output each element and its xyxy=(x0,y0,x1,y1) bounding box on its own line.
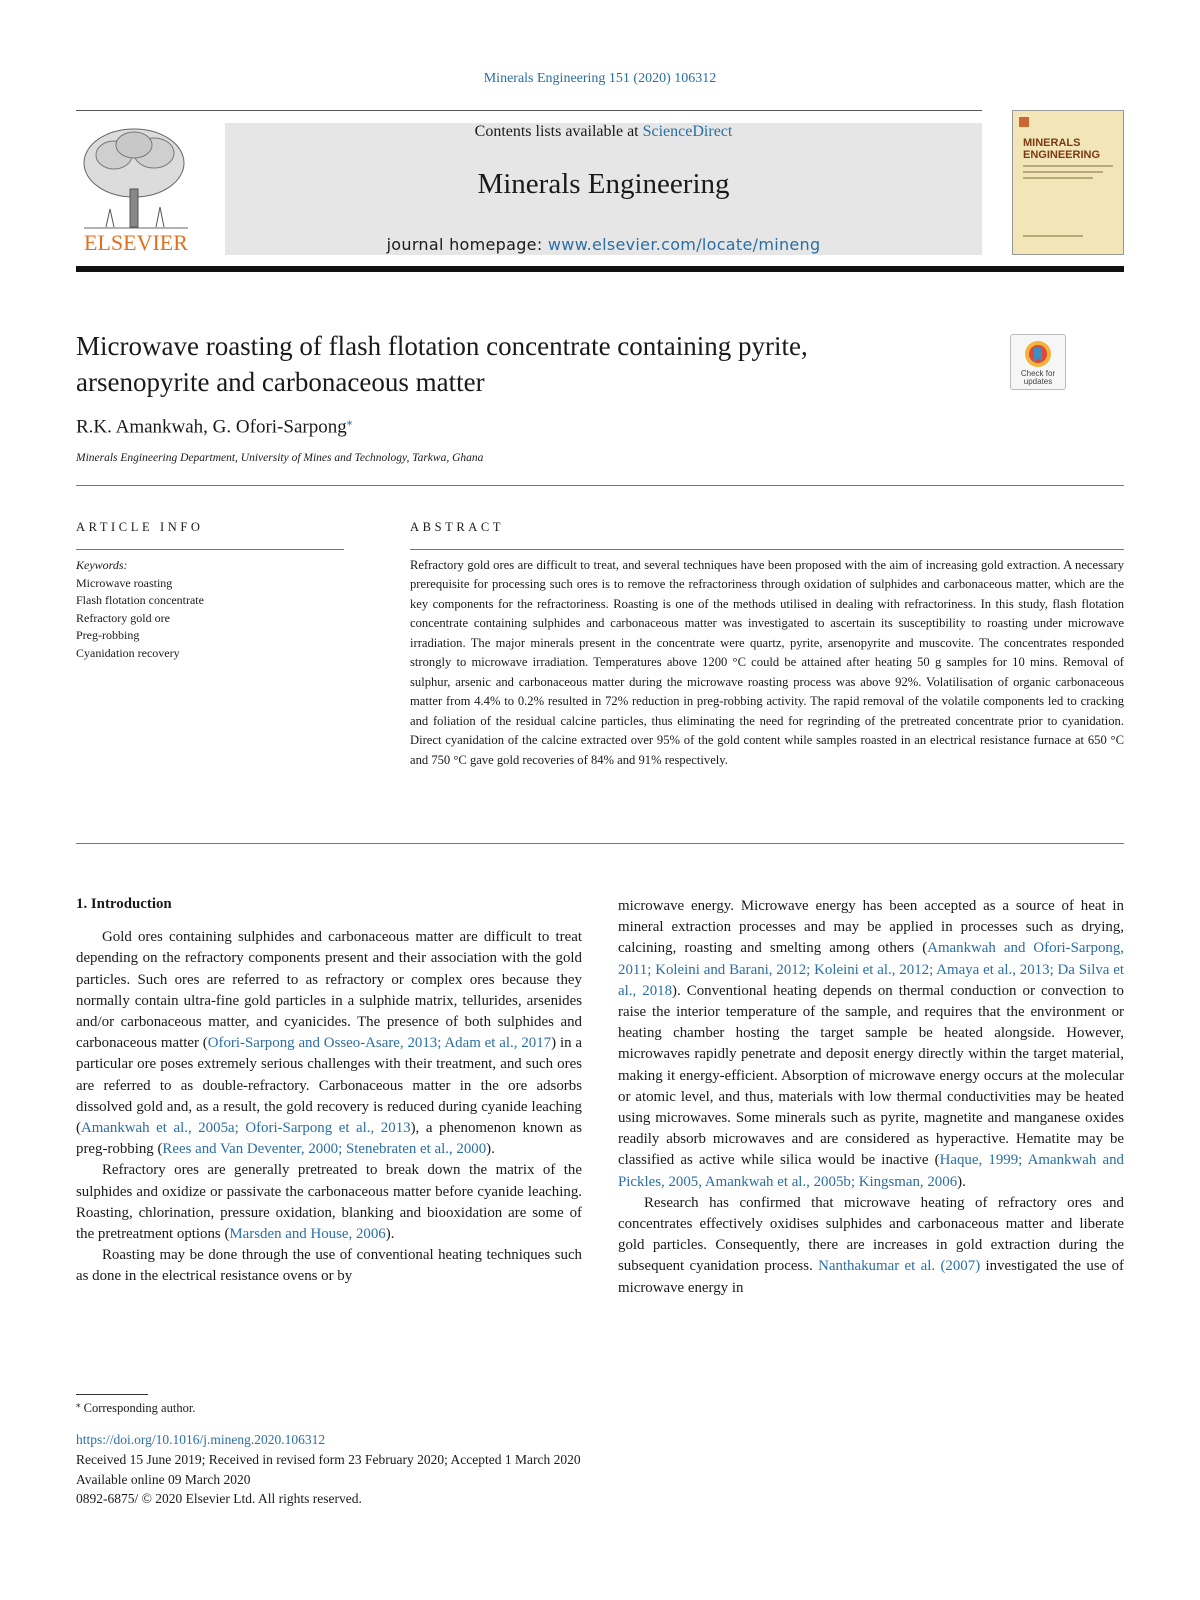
corresponding-author-mark[interactable]: ⁎ xyxy=(346,416,353,428)
contents-line xyxy=(225,123,982,141)
body-column-right xyxy=(618,896,1124,1299)
received-dates: Received 15 June 2019; Received in revised form 23 February 2020; Accepted 1 March 2020 xyxy=(76,1451,581,1467)
intro-paragraph-4 xyxy=(618,1193,1124,1299)
cover-text-line xyxy=(1023,165,1113,167)
journal-name: Minerals Engineering xyxy=(477,168,730,200)
badge-label xyxy=(1011,370,1065,386)
cover-title-line2: ENGINEERING xyxy=(1023,149,1101,161)
cover-text-line xyxy=(1023,235,1083,237)
citation-link[interactable]: Rees and Van Deventer, 2000; Stenebraten et al., 2000 xyxy=(162,1141,487,1158)
citation-link[interactable]: Ofori-Sarpong and Osseo-Asare, 2013; Adam et al., 2017 xyxy=(207,1035,552,1052)
abstract-body: Refractory gold ores are difficult to treat, and several techniques have been proposed with the aim of increasing gold extraction. A necessary prerequisite for processing such ores is to remove the refractoriness through oxidation of sulphides and carbonaceous matter, which are the key components for the refractoriness. Roasting is one of the methods utilised in dealing with refractoriness. In this study, flash flotation concentrate containing sulphides and carbonaceous matter was investigated to ascertain its susceptibility to roasting under microwave irradiation. The major minerals present in the concentrate were quartz, pyrite, arsenopyrite and muscovite. The concentrates responded strongly to microwave irradiation. Temperatures above 1200 °C could be attained after heating 50 g samples for 10 mins. Removal of sulphur, arsenic and carbonaceous matter during the microwave roasting process was above 92%. Volatilisation of organic carbonaceous matter from 4.4% to 0.2% resulted in 72% reduction in preg-robbing activity. The rapid removal of the volatile components led to cracking and foliation of the residual calcine particles, thus eliminating the need for regrinding of the pretreated concentrate prior to cyanidation. Direct cyanidation of the calcine extracted over 95% of the gold content while samples roasted in an electrical resistance furnace at 650 °C and 750 °C gave gold recoveries of 84% and 91% respectively. xyxy=(410,558,1124,767)
available-online: Available online 09 March 2020 xyxy=(76,1471,251,1487)
cover-title xyxy=(1023,137,1100,161)
keyword-item: Cyanidation recovery xyxy=(76,645,180,660)
abstract-rule xyxy=(410,549,1124,550)
article-title xyxy=(76,328,976,400)
corresponding-author-footnote xyxy=(76,1399,195,1416)
keyword-item: Preg-robbing xyxy=(76,628,140,642)
keyword-item: Flash flotation concentrate xyxy=(76,593,204,607)
body-column-left xyxy=(76,896,582,1288)
article-title-line2: arsenopyrite and carbonaceous matter xyxy=(76,367,485,397)
elsevier-tree-icon xyxy=(76,123,196,255)
journal-homepage xyxy=(225,235,982,254)
citation-link[interactable]: Marsden and House, 2006 xyxy=(229,1226,386,1243)
author-list xyxy=(76,415,352,438)
paragraph-text: Gold ores containing sulphides and carbonaceous matter are difficult to treat depending on the refractory components present and their association with the gold particles. Such ores are referred to as refractory or complex ores because they normally contain ultra-fine gold particles in a sulphide matrix, tellurides, arsenides and/or carbonaceous matter, and cyanicides. The presence of both sulphides and carbonaceous matter ( xyxy=(76,929,582,1052)
paragraph-text: ), a phenomenon known as preg-robbing ( xyxy=(76,1120,582,1158)
journal-cover-thumbnail[interactable] xyxy=(1012,110,1124,255)
homepage-link[interactable]: www.elsevier.com/locate/mineng xyxy=(547,235,821,254)
paragraph-text: ). xyxy=(385,1226,395,1243)
paragraph-text: ). Conventional heating depends on thermal conduction or convection to raise the interior temperature of the sample, and requires that the environment or heating chamber hosting the target sample be heated alongside. However, microwaves rapidly penetrate and deposit energy directly within the target material, making it energy-efficient. Absorption of microwave energy occurs at the molecular or atomic level, and thus, materials with low thermal conductivities may be heated using microwaves. Some minerals such as pyrite, magnetite and manganese oxides readily absorb microwaves and are considered as hyperactive. Hematite may be classified as active while silica would be inactive ( xyxy=(618,982,1125,1169)
citation-link[interactable]: Amankwah et al., 2005a; Ofori-Sarpong et al., 2013 xyxy=(80,1120,411,1137)
article-footer xyxy=(76,1430,581,1509)
cover-text-line xyxy=(1023,171,1103,173)
paragraph-text: investigated the use of microwave energy in xyxy=(618,1258,1125,1296)
doi-link[interactable]: https://doi.org/10.1016/j.mineng.2020.106312 xyxy=(76,1432,326,1447)
footnote-rule xyxy=(76,1394,148,1395)
footnote-text: Corresponding author. xyxy=(80,1401,196,1416)
paragraph-text: ). xyxy=(486,1141,495,1158)
cover-emblem-icon xyxy=(1019,117,1029,127)
citation-link[interactable]: Amankwah and Ofori-Sarpong, 2011; Koleini and Barani, 2012; Koleini et al., 2012; Amaya et al., 2013; Da Silva et al., 2018 xyxy=(618,940,1124,999)
intro-paragraph-3: Roasting may be done through the use of conventional heating techniques such as done in the electrical resistance ovens or by xyxy=(76,1247,582,1285)
abstract-end-divider xyxy=(76,843,1124,844)
elsevier-logo[interactable] xyxy=(76,123,196,255)
intro-paragraph-continued xyxy=(618,896,1124,1193)
keywords-block xyxy=(76,557,204,662)
title-divider xyxy=(76,485,1124,486)
badge-line2: updates xyxy=(1023,377,1053,386)
badge-line1: Check for xyxy=(1020,369,1056,378)
paragraph-text: Refractory ores are generally pretreated to break down the matrix of the sulphides and oxidize or passivate the carbonaceous matter before cyanide leaching. Roasting, chlorination, pressure oxidation, blanking and biooxidation are some of the pretreatment options ( xyxy=(76,1162,582,1243)
check-for-updates-badge[interactable] xyxy=(1010,334,1066,390)
header-divider xyxy=(76,110,982,111)
cover-text-line xyxy=(1023,177,1093,179)
article-info-rule xyxy=(76,549,344,550)
homepage-prefix: journal homepage: xyxy=(386,235,548,254)
cover-title-line1: MINERALS xyxy=(1023,137,1081,149)
paragraph-text: ) in a particular ore poses extremely serious challenges with their treatment, and such ores are referred to as double-refractory. Carbonaceous matter in the ore adsorbs dissolved gold and, as a result, the gold recovery is reduced during cyanide leaching ( xyxy=(76,1035,582,1137)
authors-text: R.K. Amankwah, G. Ofori-Sarpong xyxy=(76,416,347,438)
contents-prefix: Contents lists available at xyxy=(474,123,643,140)
intro-paragraph-2 xyxy=(76,1160,582,1245)
journal-citation[interactable]: Minerals Engineering 151 (2020) 106312 xyxy=(483,71,717,86)
intro-paragraph-1 xyxy=(76,927,582,1160)
footnote-mark: ⁎ xyxy=(76,1399,81,1409)
paragraph-text: Research has confirmed that microwave heating of refractory ores and concentrates effectively oxidises sulphides and carbonaceous matter and liberate gold particles. Consequently, there are increases in gold extraction during the subsequent cyanidation process. xyxy=(618,1194,1124,1275)
article-info-heading: ARTICLE INFO xyxy=(76,520,204,534)
copyright: 0892-6875/ © 2020 Elsevier Ltd. All rights reserved. xyxy=(76,1491,362,1507)
keyword-item: Microwave roasting xyxy=(76,575,173,590)
citation-link[interactable]: Haque, 1999; Amankwah and Pickles, 2005, Amankwah et al., 2005b; Kingsman, 2006 xyxy=(618,1152,1124,1190)
abstract-heading: ABSTRACT xyxy=(410,520,505,534)
article-title-line1: Microwave roasting of flash flotation concentrate containing pyrite, xyxy=(76,331,808,361)
elsevier-wordmark: ELSEVIER xyxy=(84,230,188,255)
keyword-item: Refractory gold ore xyxy=(76,610,170,625)
citation-link[interactable]: Nanthakumar et al. (2007) xyxy=(818,1258,981,1275)
paragraph-text: microwave energy. Microwave energy has been accepted as a source of heat in mineral extraction processes and may be applied in processes such as drying, calcining, roasting and smelting among others ( xyxy=(618,898,1124,957)
introduction-heading: 1. Introduction xyxy=(76,896,172,912)
check-updates-icon xyxy=(1011,337,1065,371)
heading-gap xyxy=(76,917,582,927)
affiliation: Minerals Engineering Department, University of Mines and Technology, Tarkwa, Ghana xyxy=(76,452,484,464)
paragraph-text: ). xyxy=(957,1173,966,1190)
keywords-label: Keywords: xyxy=(76,558,128,572)
sciencedirect-link[interactable]: ScienceDirect xyxy=(642,123,733,140)
header-thick-rule xyxy=(76,266,1124,272)
